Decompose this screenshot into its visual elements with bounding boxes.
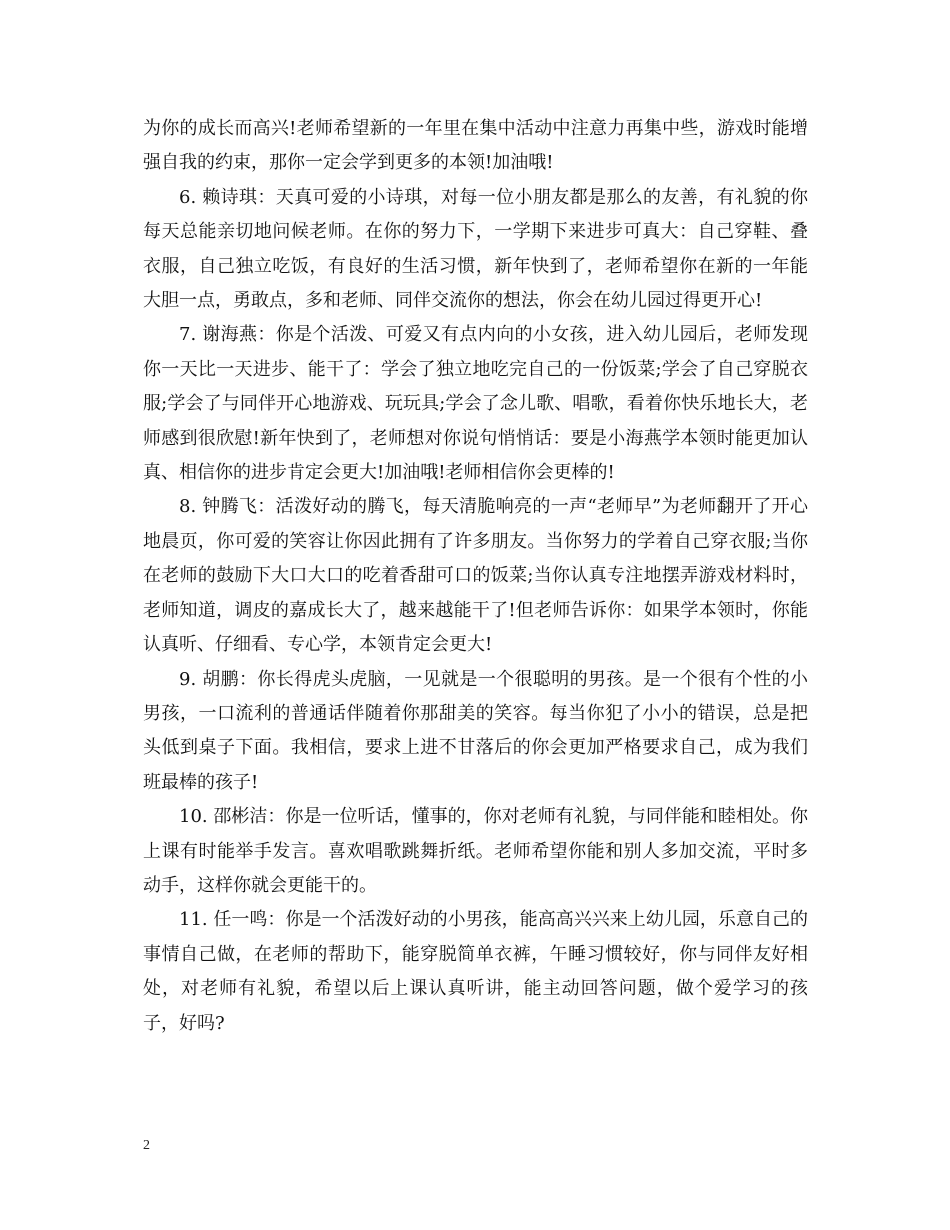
paragraph-item-11: 11. 任一鸣：你是一个活泼好动的小男孩，能高高兴兴来上幼儿园，乐意自己的事情自己做，在老师的帮助下，能穿脱简单衣裤，午睡习惯较好，你与同伴友好相处，对老师有礼貌，希望以后上课认真听讲，能主动回答问题，做个爱学习的孩子，好吗? <box>143 909 808 1034</box>
paragraph-item-6: 6. 赖诗琪：天真可爱的小诗琪，对每一位小朋友都是那么的友善，有礼貌的你每天总能亲切地问候老师。在你的努力下，一学期下来进步可真大：自己穿鞋、叠衣服，自己独立吃饭，有良好的生活习惯，新年快到了，老师希望你在新的一年能大胆一点，勇敢点，多和老师、同伴交流你的想法，你会在幼儿园过得更开心! <box>143 186 808 312</box>
paragraph-item-8: 8. 钟腾飞：活泼好动的腾飞，每天清脆响亮的一声“老师早”为老师翻开了开心地晨页，你可爱的笑容让你因此拥有了许多朋友。当你努力的学着自己穿衣服;当你在老师的鼓励下大口大口的吃着香甜可口的饭菜;当你认真专注地摆弄游戏材料时，老师知道，调皮的嘉成长大了，越来越能干了!但老师告诉你：如果学本领时，你能认真听、仔细看、专心学，本领肯定会更大! <box>143 496 808 656</box>
page-number: 2 <box>143 1138 150 1153</box>
paragraph-item-7: 7. 谢海燕：你是个活泼、可爱又有点内向的小女孩，进入幼儿园后，老师发现你一天比一天进步、能干了：学会了独立地吃完自己的一份饭菜;学会了自己穿脱衣服;学会了与同伴开心地游戏、玩玩具;学会了念儿歌、唱歌，看着你快乐地长大，老师感到很欣慰!新年快到了，老师想对你说句悄悄话：要是小海燕学本领时能更加认真、相信你的进步肯定会更大!加油哦!老师相信你会更棒的! <box>143 324 808 484</box>
document-body <box>143 112 808 1041</box>
paragraph-continued: 为你的成长而高兴!老师希望新的一年里在集中活动中注意力再集中些，游戏时能增强自我的约束，那你一定会学到更多的本领!加油哦! <box>143 118 808 174</box>
paragraph-item-10: 10. 邵彬洁：你是一位听话，懂事的，你对老师有礼貌，与同伴能和睦相处。你上课有时能举手发言。喜欢唱歌跳舞折纸。老师希望你能和别人多加交流，平时多动手，这样你就会更能干的。 <box>143 806 808 896</box>
paragraph-item-9: 9. 胡鹏：你长得虎头虎脑，一见就是一个很聪明的男孩。是一个很有个性的小男孩，一口流利的普通话伴随着你那甜美的笑容。每当你犯了小小的错误，总是把头低到桌子下面。我相信，要求上进不甘落后的你会更加严格要求自己，成为我们班最棒的孩子! <box>143 668 808 793</box>
